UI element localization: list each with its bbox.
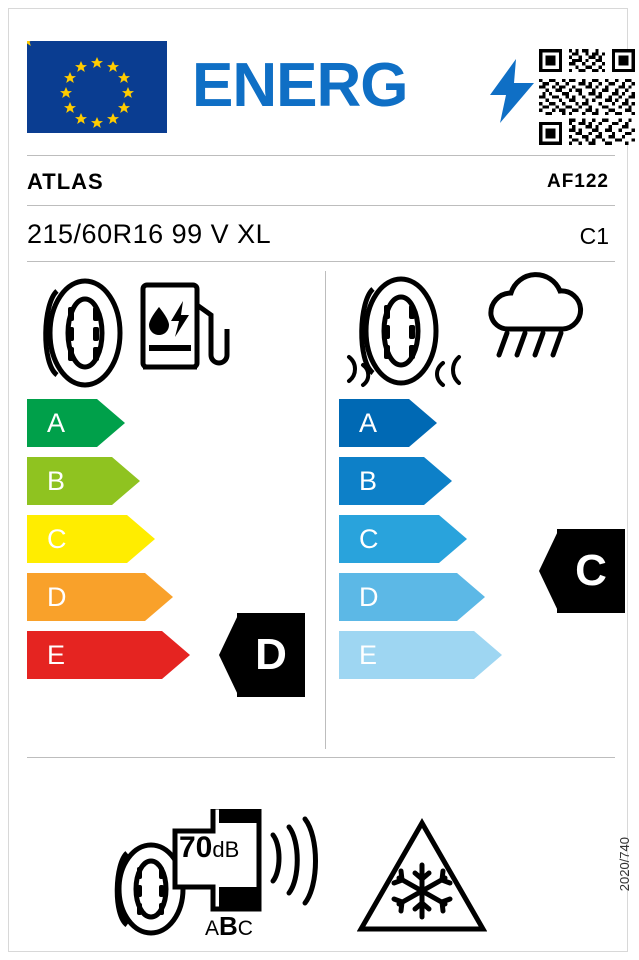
fuel-rating-letter: D [255, 630, 287, 679]
grade-letter: E [359, 640, 378, 670]
energy-wordmark: ENERG [192, 51, 408, 120]
grade-bar [339, 457, 627, 505]
grade-bar [27, 457, 317, 505]
grade-letter: C [47, 524, 67, 554]
grade-letter: C [359, 524, 379, 554]
fuel-efficiency-section [27, 271, 317, 689]
lightning-bolt-icon [490, 59, 534, 128]
wet-rating-badge [539, 529, 625, 613]
divider-1 [27, 155, 615, 156]
grade-letter: B [47, 466, 66, 496]
grade-letter: E [47, 640, 66, 670]
eu-flag-icon [27, 41, 167, 133]
grade-bar [339, 631, 627, 679]
label-header [27, 27, 615, 143]
wet-pictograms [339, 271, 627, 399]
noise-class-c: C [237, 917, 253, 940]
fuel-pictograms [27, 271, 317, 399]
noise-class-scale [205, 911, 253, 942]
wet-grip-section [339, 271, 627, 689]
noise-db-number: 70 [179, 831, 213, 864]
regulation-reference: 2020/740 [617, 837, 632, 892]
wet-rating-letter: C [575, 546, 607, 595]
divider-4 [27, 757, 615, 758]
fuel-rating-badge [219, 613, 305, 697]
tyre-size: 215/60R16 99 V XL [27, 219, 272, 249]
divider-3 [27, 261, 615, 262]
grade-letter: A [47, 408, 66, 438]
qr-code-icon [539, 49, 635, 145]
grade-letter: D [359, 582, 379, 612]
grade-bar [27, 515, 317, 563]
grade-letter: A [359, 408, 378, 438]
grade-bar [339, 399, 627, 447]
brand-name: ATLAS [27, 169, 104, 194]
three-peak-mountain-snowflake-icon [357, 817, 487, 937]
grade-letter: D [47, 582, 67, 612]
model-name: AF122 [546, 171, 609, 192]
column-divider [325, 271, 326, 749]
tyre-class-code: C1 [579, 223, 609, 249]
noise-db-unit: dB [212, 837, 240, 862]
noise-class-a: A [205, 917, 220, 940]
tyre-energy-label [8, 8, 632, 952]
grade-letter: B [359, 466, 378, 496]
grade-bar [27, 399, 317, 447]
noise-class-b: B [219, 911, 238, 941]
noise-value [179, 831, 239, 865]
divider-2 [27, 205, 615, 206]
